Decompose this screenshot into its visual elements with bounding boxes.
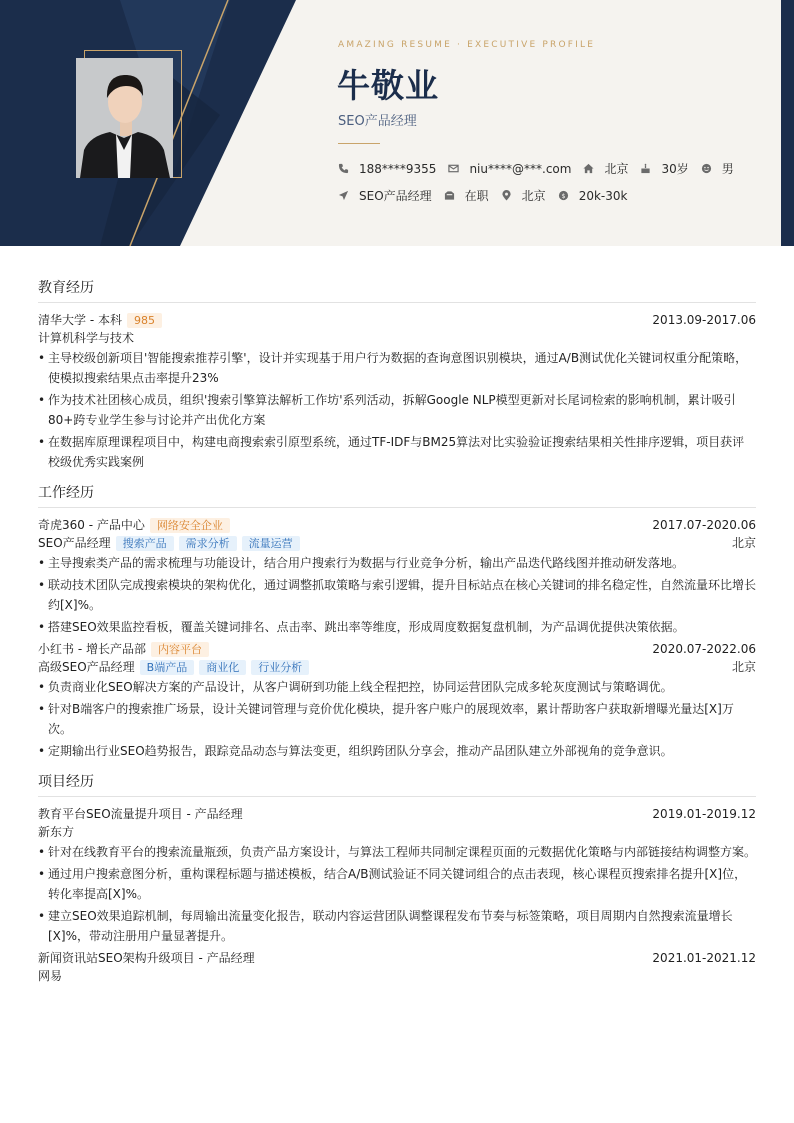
company-badge: 内容平台 xyxy=(151,642,209,657)
work-location: 北京 xyxy=(731,660,756,674)
work-entry xyxy=(38,516,756,637)
gender-item xyxy=(701,160,734,177)
job-info-row xyxy=(338,187,639,204)
project-entry xyxy=(38,949,756,985)
work-date: 2017.07-2020.06 xyxy=(652,518,756,532)
gender-text: 男 xyxy=(721,162,734,176)
skill-tag: 商业化 xyxy=(199,660,246,675)
send-icon xyxy=(338,190,349,201)
svg-text:$: $ xyxy=(561,191,566,200)
bullet-item: • 在数据库原理课程项目中，构建电商搜索索引原型系统，通过TF-IDF与BM25算法对比实验验证搜索结果相关性排序逻辑，项目获评校级优秀实践案例 xyxy=(38,432,756,472)
status-item xyxy=(444,187,489,204)
location-pin-icon xyxy=(501,190,512,201)
salary-item xyxy=(558,189,628,203)
salary-icon xyxy=(558,190,569,201)
phone-item xyxy=(338,162,436,176)
resume-header xyxy=(0,0,794,246)
skill-tag: 搜索产品 xyxy=(116,536,174,551)
city-item xyxy=(583,160,628,177)
bullet-item: • 联动技术团队完成搜索模块的架构优化，通过调整抓取策略与索引逻辑，提升目标站点在核心关键词的排名稳定性，自然流量环比增长约[X]%。 xyxy=(38,575,756,615)
target-job-item xyxy=(338,187,432,204)
education-section-title: 教育经历 xyxy=(38,277,756,303)
salary-text: 20k-30k xyxy=(578,188,628,203)
project-name: 教育平台SEO流量提升项目 - 产品经理 xyxy=(38,807,243,821)
education-bullets xyxy=(38,348,756,472)
bullet-item: • 定期输出行业SEO趋势报告，跟踪竞品动态与算法变更，组织跨团队分享会，推动产品团队建立外部视角的竞争意识。 xyxy=(38,741,756,761)
projects-section-title: 项目经历 xyxy=(38,771,756,797)
header-divider xyxy=(338,143,380,144)
school-name: 清华大学 - 本科 xyxy=(38,313,122,327)
work-section-title: 工作经历 xyxy=(38,482,756,508)
bullet-item: • 通过用户搜索意图分析，重构课程标题与描述模板，结合A/B测试验证不同关键词组合的点击表现，核心课程页搜索排名提升[X]位，转化率提高[X]%。 xyxy=(38,864,756,904)
bullet-item: • 针对B端客户的搜索推广场景，设计关键词管理与竞价优化模块，提升客户账户的展现效率，累计帮助客户获取新增曝光量达[X]万次。 xyxy=(38,699,756,739)
avatar xyxy=(76,58,173,178)
skill-tag: B端产品 xyxy=(140,660,195,675)
candidate-name: 牛敬业 xyxy=(337,66,439,105)
skill-tag: 行业分析 xyxy=(251,660,309,675)
work-bullets xyxy=(38,677,756,761)
location-item xyxy=(501,187,546,204)
target-job-text: SEO产品经理 xyxy=(359,189,432,203)
phone-text: 188****9355 xyxy=(359,161,437,176)
work-location: 北京 xyxy=(731,536,756,550)
skill-tag: 流量运营 xyxy=(242,536,300,551)
project-name: 新闻资讯站SEO架构升级项目 - 产品经理 xyxy=(38,951,255,965)
school-badge: 985 xyxy=(127,313,162,328)
gender-icon xyxy=(701,163,712,174)
bullet-item: • 针对在线教育平台的搜索流量瓶颈，负责产品方案设计，与算法工程师共同制定课程页面的元数据优化策略与内部链接结构调整方案。 xyxy=(38,842,756,862)
project-org: 新东方 xyxy=(38,825,75,839)
status-icon xyxy=(444,190,455,201)
job-role: SEO产品经理 xyxy=(38,536,111,550)
project-org: 网易 xyxy=(38,969,63,983)
company-badge: 网络安全企业 xyxy=(150,518,230,533)
home-icon xyxy=(583,163,594,174)
project-date: 2021.01-2021.12 xyxy=(652,951,756,965)
candidate-title: SEO产品经理 xyxy=(338,114,417,129)
header-tagline: AMAZING RESUME · EXECUTIVE PROFILE xyxy=(338,40,596,50)
projects-section xyxy=(38,771,756,985)
email-text: niu****@***.com xyxy=(469,161,572,176)
location-text: 北京 xyxy=(521,189,546,203)
bullet-item: • 作为技术社团核心成员，组织'搜索引擎算法解析工作坊'系列活动，拆解Google NLP模型更新对长尾词检索的影响机制，累计吸引80+跨专业学生参与讨论并产出优化方案 xyxy=(38,390,756,430)
company-name: 小红书 - 增长产品部 xyxy=(38,642,146,656)
email-item xyxy=(448,162,571,176)
major: 计算机科学与技术 xyxy=(38,331,135,345)
work-entry xyxy=(38,640,756,761)
cake-icon xyxy=(640,163,651,174)
education-entry xyxy=(38,311,756,472)
city-text: 北京 xyxy=(604,162,629,176)
project-bullets xyxy=(38,842,756,946)
mail-icon xyxy=(448,163,459,174)
bullet-item: • 建立SEO效果追踪机制，每周输出流量变化报告，联动内容运营团队调整课程发布节奏与标签策略，项目周期内自然搜索流量增长[X]%，带动注册用户量显著提升。 xyxy=(38,906,756,946)
education-date: 2013.09-2017.06 xyxy=(652,313,756,327)
education-section xyxy=(38,277,756,472)
work-bullets xyxy=(38,553,756,637)
resume-body xyxy=(38,277,756,995)
bullet-item: • 主导搜索类产品的需求梳理与功能设计，结合用户搜索行为数据与行业竞争分析，输出产品迭代路线图并推动研发落地。 xyxy=(38,553,756,573)
work-section xyxy=(38,482,756,761)
age-item xyxy=(640,160,688,177)
contact-info-row xyxy=(338,160,746,177)
work-date: 2020.07-2022.06 xyxy=(652,642,756,656)
bullet-item: • 主导校级创新项目'智能搜索推荐引擎'，设计并实现基于用户行为数据的查询意图识别模块，通过A/B测试优化关键词权重分配策略，使模拟搜索结果点击率提升23% xyxy=(38,348,756,388)
project-entry xyxy=(38,805,756,946)
phone-icon xyxy=(338,163,349,174)
skill-tag: 需求分析 xyxy=(179,536,237,551)
bullet-item: • 负责商业化SEO解决方案的产品设计，从客户调研到功能上线全程把控，协同运营团队完成多轮灰度测试与策略调优。 xyxy=(38,677,756,697)
company-name: 奇虎360 - 产品中心 xyxy=(38,518,145,532)
bullet-item: • 搭建SEO效果监控看板，覆盖关键词排名、点击率、跳出率等维度，形成周度数据复盘机制，为产品调优提供决策依据。 xyxy=(38,617,756,637)
job-role: 高级SEO产品经理 xyxy=(38,660,135,674)
age-text: 30岁 xyxy=(661,162,689,176)
status-text: 在职 xyxy=(464,189,489,203)
project-date: 2019.01-2019.12 xyxy=(652,807,756,821)
